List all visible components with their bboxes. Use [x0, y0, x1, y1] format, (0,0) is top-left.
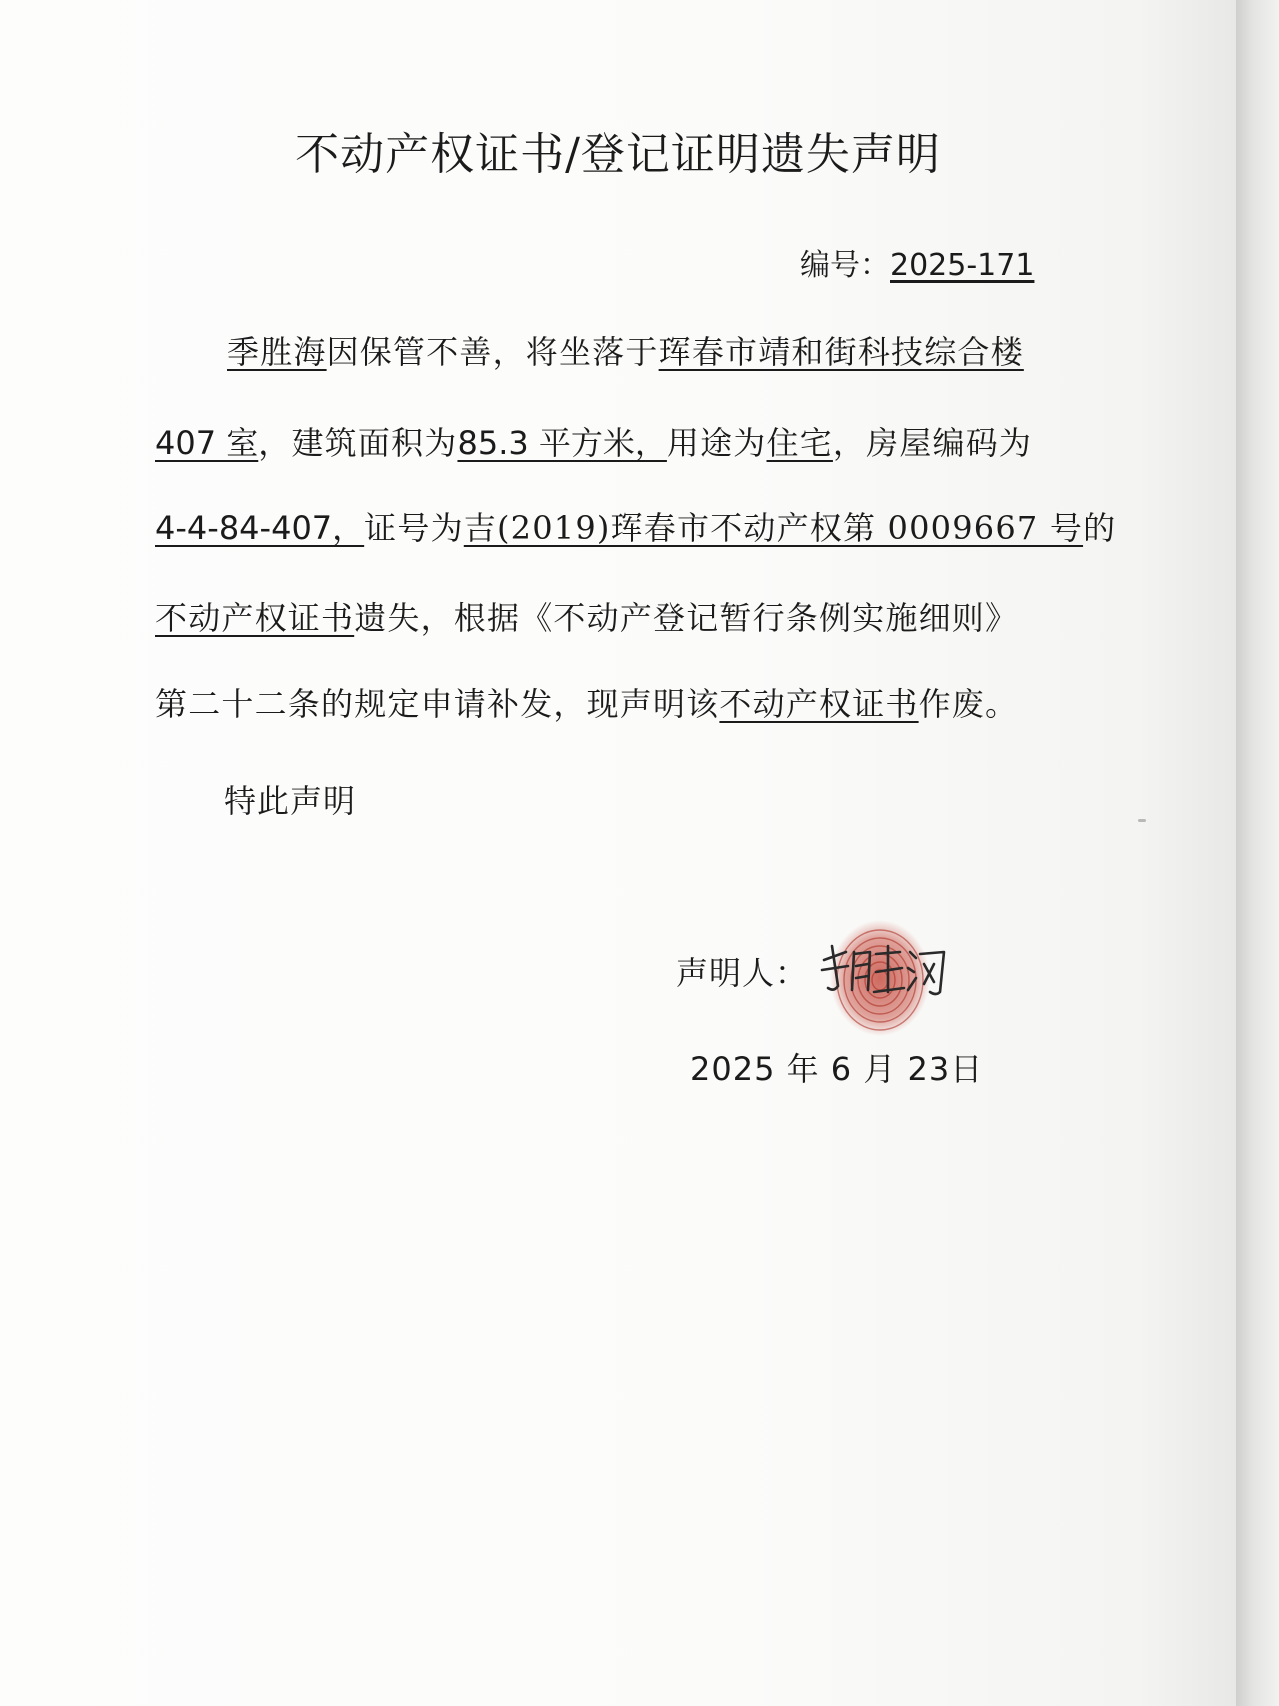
body-text: 作废。: [918, 685, 1019, 723]
declarant-label: 声明人：: [676, 954, 809, 992]
building-area: 85.3 平方米，: [457, 424, 667, 462]
date-day-unit: 日: [950, 1050, 984, 1088]
paper-speck: [1138, 819, 1146, 822]
document-title: 不动产权证书/登记证明遗失声明: [295, 129, 941, 180]
body-text: ，建筑面积为: [258, 424, 458, 462]
body-line-5: [155, 679, 1018, 725]
body-line-4: [155, 593, 1018, 639]
body-line-2: [155, 418, 1032, 464]
document-number-label: 编号：: [800, 248, 890, 283]
document-number: [800, 240, 1034, 284]
property-location: 珲春市靖和街科技综合楼: [658, 333, 1024, 371]
document-number-value: 2025-171: [890, 248, 1035, 283]
body-text: 的: [1083, 509, 1117, 547]
body-text: 因保管不善，将坐落于: [326, 333, 659, 371]
body-text: 遗失，根据《不动产登记暂行条例实施细则》: [354, 599, 1019, 637]
body-line-3: [155, 503, 1116, 549]
document-type: 不动产权证书: [719, 685, 919, 723]
date-month: 6: [830, 1050, 853, 1088]
house-code: 4-4-84-407，: [155, 509, 365, 547]
body-text: 证号为: [364, 509, 464, 547]
date-day: 23: [907, 1050, 951, 1088]
date-year: 2025: [690, 1050, 776, 1088]
owner-name: 季胜海: [227, 333, 327, 371]
date-year-unit: 年: [786, 1050, 820, 1088]
property-usage: 住宅: [766, 424, 833, 462]
signature-block: [810, 912, 950, 1040]
declaration-date: [690, 1044, 983, 1090]
body-line-1: [227, 327, 1024, 373]
document-type: 不动产权证书: [155, 599, 355, 637]
body-text: ，房屋编码为: [832, 424, 1033, 462]
body-text: 用途为: [666, 424, 767, 462]
paper-edge-shadow: [1236, 0, 1279, 1706]
body-text: 第二十二条的规定申请补发，现声明该: [155, 685, 720, 723]
closing-statement: 特此声明: [224, 782, 357, 820]
room-number: 407 室: [155, 424, 259, 462]
fingerprint-icon: [810, 912, 950, 1040]
date-month-unit: 月: [863, 1050, 897, 1088]
certificate-number: 吉(2019)珲春市不动产权第 0009667 号: [463, 509, 1084, 547]
